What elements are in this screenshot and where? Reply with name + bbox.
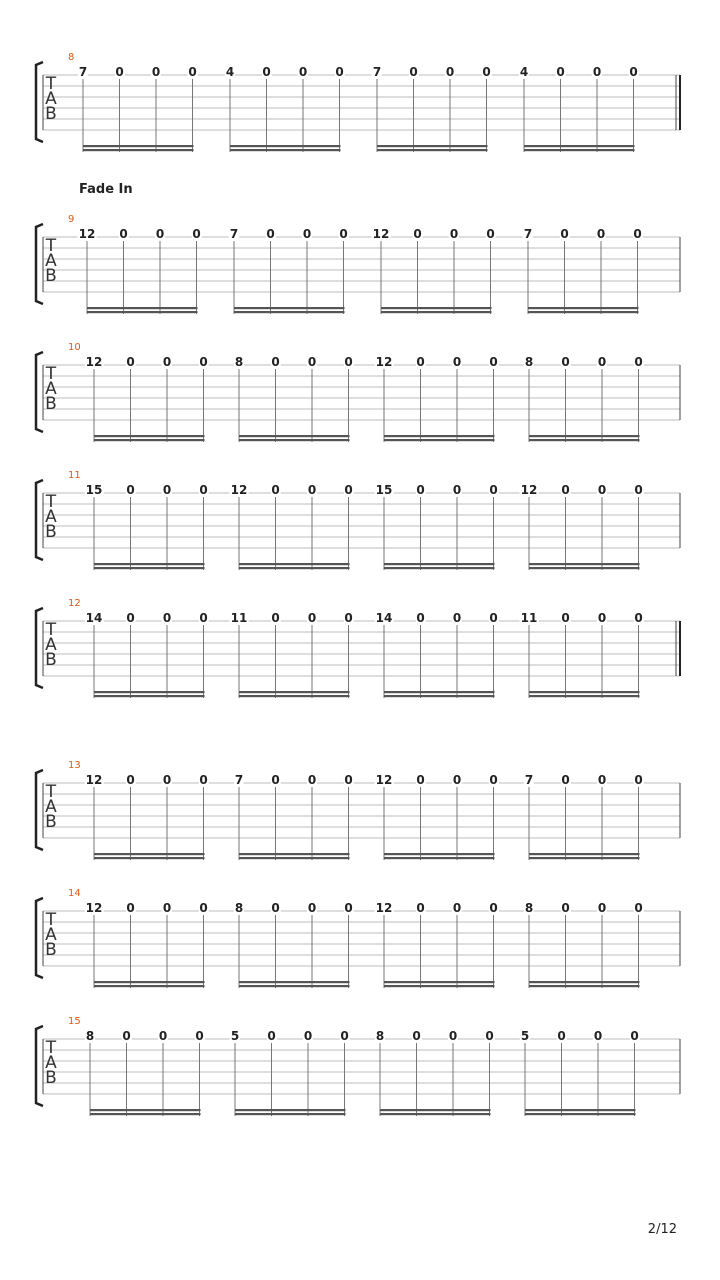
fret-number: 0 bbox=[119, 227, 128, 241]
fret-number: 0 bbox=[634, 483, 643, 497]
beam bbox=[381, 307, 492, 309]
fret-number: 12 bbox=[375, 355, 393, 369]
fret-number: 0 bbox=[307, 611, 317, 625]
fret-number: 0 bbox=[561, 773, 570, 787]
fret-number: 0 bbox=[344, 483, 353, 497]
beam bbox=[529, 695, 640, 697]
fret-number: 0 bbox=[416, 355, 425, 369]
beam bbox=[380, 1109, 491, 1111]
tab-clef-letter: T bbox=[45, 1038, 57, 1058]
tab-clef-letter: T bbox=[45, 492, 57, 512]
fret-number: 0 bbox=[597, 611, 607, 625]
fret-number: 0 bbox=[115, 65, 124, 79]
beam bbox=[94, 691, 205, 693]
fret-number: 7 bbox=[372, 65, 382, 79]
staff-bracket bbox=[36, 608, 43, 688]
beam bbox=[380, 1113, 491, 1115]
beam bbox=[230, 145, 341, 147]
fret-number: 0 bbox=[271, 611, 280, 625]
beam bbox=[239, 563, 350, 565]
fret-number: 0 bbox=[162, 611, 172, 625]
tab-clef-letter: B bbox=[45, 650, 57, 670]
beam bbox=[239, 435, 350, 437]
fret-number: 0 bbox=[344, 901, 353, 915]
beam bbox=[239, 981, 350, 983]
fret-number: 0 bbox=[489, 483, 498, 497]
measure-number: 10 bbox=[68, 342, 81, 353]
fret-number: 0 bbox=[489, 355, 498, 369]
measure-number: 15 bbox=[68, 1016, 81, 1027]
fret-number: 0 bbox=[162, 355, 172, 369]
tab-clef-letter: A bbox=[45, 1053, 57, 1073]
beam bbox=[94, 563, 205, 565]
fret-number: 0 bbox=[596, 227, 606, 241]
beam bbox=[239, 985, 350, 987]
beam bbox=[529, 439, 640, 441]
fret-number: 0 bbox=[340, 1029, 349, 1043]
fret-number: 0 bbox=[416, 901, 425, 915]
fret-number: 0 bbox=[339, 227, 348, 241]
fret-number: 0 bbox=[344, 773, 353, 787]
fret-number: 0 bbox=[482, 65, 491, 79]
fret-number: 0 bbox=[126, 611, 135, 625]
beam bbox=[239, 691, 350, 693]
fret-number: 0 bbox=[302, 227, 312, 241]
staff-bracket bbox=[36, 770, 43, 850]
beam bbox=[529, 985, 640, 987]
tab-clef-letter: B bbox=[45, 266, 57, 286]
fret-number: 0 bbox=[271, 773, 280, 787]
beam bbox=[529, 435, 640, 437]
fret-number: 7 bbox=[524, 773, 534, 787]
beam bbox=[90, 1109, 201, 1111]
fret-number: 0 bbox=[489, 901, 498, 915]
tab-clef-letter: B bbox=[45, 812, 57, 832]
fret-number: 0 bbox=[633, 227, 642, 241]
fret-number: 0 bbox=[412, 1029, 421, 1043]
fret-number: 0 bbox=[162, 773, 172, 787]
fret-number: 8 bbox=[234, 355, 244, 369]
fret-number: 0 bbox=[489, 611, 498, 625]
beam bbox=[83, 149, 194, 151]
tab-clef-letter: B bbox=[45, 1068, 57, 1088]
fret-number: 0 bbox=[448, 1029, 458, 1043]
beam bbox=[239, 853, 350, 855]
beam bbox=[234, 311, 345, 313]
staff-bracket bbox=[36, 480, 43, 560]
beam bbox=[239, 567, 350, 569]
fret-number: 0 bbox=[597, 773, 607, 787]
tab-staff bbox=[0, 222, 720, 332]
fret-number: 0 bbox=[188, 65, 197, 79]
beam bbox=[90, 1113, 201, 1115]
beam bbox=[94, 985, 205, 987]
fret-number: 0 bbox=[597, 483, 607, 497]
fret-number: 5 bbox=[230, 1029, 240, 1043]
beam bbox=[87, 311, 198, 313]
page-number: 2/12 bbox=[647, 1222, 677, 1237]
tab-clef-letter: B bbox=[45, 394, 57, 414]
fret-number: 0 bbox=[634, 611, 643, 625]
tab-staff bbox=[0, 478, 720, 588]
beam bbox=[524, 145, 635, 147]
fret-number: 12 bbox=[372, 227, 390, 241]
fret-number: 11 bbox=[230, 611, 248, 625]
staff-bracket bbox=[36, 62, 43, 142]
fret-number: 12 bbox=[375, 901, 393, 915]
beam bbox=[529, 567, 640, 569]
beam bbox=[529, 857, 640, 859]
fret-number: 0 bbox=[452, 611, 462, 625]
fret-number: 7 bbox=[78, 65, 88, 79]
staff-bracket bbox=[36, 224, 43, 304]
beam bbox=[529, 563, 640, 565]
fret-number: 0 bbox=[271, 355, 280, 369]
fret-number: 0 bbox=[416, 483, 425, 497]
fret-number: 0 bbox=[560, 227, 569, 241]
fret-number: 0 bbox=[597, 355, 607, 369]
tab-clef-letter: B bbox=[45, 940, 57, 960]
fret-number: 0 bbox=[561, 611, 570, 625]
beam bbox=[235, 1109, 346, 1111]
fret-number: 0 bbox=[452, 483, 462, 497]
tab-system bbox=[0, 342, 720, 460]
beam bbox=[94, 981, 205, 983]
tab-clef-letter: A bbox=[45, 797, 57, 817]
tab-system bbox=[0, 214, 720, 332]
tab-clef-letter: A bbox=[45, 251, 57, 271]
beam bbox=[384, 853, 495, 855]
fret-number: 0 bbox=[416, 773, 425, 787]
measure-number: 9 bbox=[68, 214, 75, 225]
beam bbox=[384, 435, 495, 437]
tab-clef-letter: T bbox=[45, 236, 57, 256]
fret-number: 0 bbox=[199, 611, 208, 625]
fret-number: 0 bbox=[630, 1029, 639, 1043]
beam bbox=[529, 691, 640, 693]
fret-number: 0 bbox=[271, 483, 280, 497]
fret-number: 0 bbox=[561, 901, 570, 915]
beam bbox=[234, 307, 345, 309]
fret-number: 0 bbox=[158, 1029, 168, 1043]
fret-number: 0 bbox=[298, 65, 308, 79]
fret-number: 0 bbox=[155, 227, 165, 241]
tab-staff bbox=[0, 1024, 720, 1134]
fret-number: 0 bbox=[151, 65, 161, 79]
measure-number: 11 bbox=[68, 470, 81, 481]
fret-number: 0 bbox=[192, 227, 201, 241]
fret-number: 0 bbox=[262, 65, 271, 79]
fret-number: 12 bbox=[375, 773, 393, 787]
fret-number: 7 bbox=[229, 227, 239, 241]
tab-system bbox=[0, 598, 720, 716]
tab-clef-letter: T bbox=[45, 364, 57, 384]
beam bbox=[384, 567, 495, 569]
tab-clef-letter: B bbox=[45, 104, 57, 124]
fade-in-annotation: Fade In bbox=[79, 182, 133, 197]
fret-number: 0 bbox=[199, 901, 208, 915]
fret-number: 0 bbox=[485, 1029, 494, 1043]
beam bbox=[384, 691, 495, 693]
beam bbox=[94, 853, 205, 855]
staff-bracket bbox=[36, 898, 43, 978]
fret-number: 0 bbox=[199, 483, 208, 497]
beam bbox=[230, 149, 341, 151]
fret-number: 0 bbox=[452, 773, 462, 787]
fret-number: 12 bbox=[85, 901, 103, 915]
tab-system bbox=[0, 1016, 720, 1134]
tab-clef-letter: T bbox=[45, 74, 57, 94]
fret-number: 0 bbox=[413, 227, 422, 241]
tab-clef-letter: A bbox=[45, 507, 57, 527]
beam bbox=[377, 145, 488, 147]
staff-bracket bbox=[36, 1026, 43, 1106]
tab-system bbox=[0, 760, 720, 878]
fret-number: 0 bbox=[126, 355, 135, 369]
beam bbox=[94, 435, 205, 437]
beam bbox=[384, 981, 495, 983]
fret-number: 0 bbox=[634, 355, 643, 369]
fret-number: 0 bbox=[593, 1029, 603, 1043]
fret-number: 8 bbox=[234, 901, 244, 915]
beam bbox=[377, 149, 488, 151]
tab-clef-letter: A bbox=[45, 925, 57, 945]
fret-number: 8 bbox=[85, 1029, 95, 1043]
fret-number: 14 bbox=[375, 611, 393, 625]
fret-number: 0 bbox=[271, 901, 280, 915]
fret-number: 0 bbox=[307, 355, 317, 369]
fret-number: 0 bbox=[162, 483, 172, 497]
fret-number: 8 bbox=[524, 355, 534, 369]
beam bbox=[94, 567, 205, 569]
beam bbox=[235, 1113, 346, 1115]
fret-number: 11 bbox=[520, 611, 538, 625]
measure-number: 13 bbox=[68, 760, 81, 771]
fret-number: 0 bbox=[126, 483, 135, 497]
fret-number: 0 bbox=[489, 773, 498, 787]
fret-number: 5 bbox=[520, 1029, 530, 1043]
staff-bracket bbox=[36, 352, 43, 432]
fret-number: 0 bbox=[561, 483, 570, 497]
fret-number: 0 bbox=[335, 65, 344, 79]
beam bbox=[239, 695, 350, 697]
measure-number: 8 bbox=[68, 52, 75, 63]
tab-clef-letter: T bbox=[45, 910, 57, 930]
fret-number: 0 bbox=[199, 773, 208, 787]
fret-number: 8 bbox=[524, 901, 534, 915]
beam bbox=[528, 307, 639, 309]
fret-number: 0 bbox=[307, 483, 317, 497]
beam bbox=[384, 439, 495, 441]
fret-number: 0 bbox=[267, 1029, 276, 1043]
beam bbox=[94, 695, 205, 697]
tab-clef-letter: A bbox=[45, 635, 57, 655]
tab-staff bbox=[0, 60, 720, 170]
fret-number: 12 bbox=[520, 483, 538, 497]
beam bbox=[384, 563, 495, 565]
fret-number: 12 bbox=[78, 227, 96, 241]
tab-staff bbox=[0, 768, 720, 878]
tab-clef-letter: T bbox=[45, 782, 57, 802]
fret-number: 0 bbox=[307, 773, 317, 787]
beam bbox=[94, 857, 205, 859]
fret-number: 7 bbox=[523, 227, 533, 241]
fret-number: 0 bbox=[162, 901, 172, 915]
fret-number: 0 bbox=[449, 227, 459, 241]
tab-staff bbox=[0, 350, 720, 460]
fret-number: 0 bbox=[126, 773, 135, 787]
fret-number: 4 bbox=[519, 65, 529, 79]
fret-number: 0 bbox=[195, 1029, 204, 1043]
fret-number: 0 bbox=[597, 901, 607, 915]
fret-number: 0 bbox=[416, 611, 425, 625]
beam bbox=[94, 439, 205, 441]
fret-number: 0 bbox=[561, 355, 570, 369]
fret-number: 0 bbox=[344, 355, 353, 369]
tab-staff bbox=[0, 896, 720, 1006]
beam bbox=[529, 853, 640, 855]
measure-number: 14 bbox=[68, 888, 81, 899]
tab-clef-letter: A bbox=[45, 89, 57, 109]
fret-number: 0 bbox=[307, 901, 317, 915]
tab-clef-letter: T bbox=[45, 620, 57, 640]
fret-number: 4 bbox=[225, 65, 235, 79]
fret-number: 0 bbox=[126, 901, 135, 915]
beam bbox=[525, 1113, 636, 1115]
beam bbox=[239, 439, 350, 441]
beam bbox=[381, 311, 492, 313]
beam bbox=[239, 857, 350, 859]
fret-number: 0 bbox=[592, 65, 602, 79]
beam bbox=[528, 311, 639, 313]
fret-number: 0 bbox=[634, 773, 643, 787]
beam bbox=[83, 145, 194, 147]
tab-staff bbox=[0, 606, 720, 716]
fret-number: 7 bbox=[234, 773, 244, 787]
tab-clef-letter: B bbox=[45, 522, 57, 542]
tab-clef-letter: A bbox=[45, 379, 57, 399]
fret-number: 0 bbox=[486, 227, 495, 241]
fret-number: 0 bbox=[634, 901, 643, 915]
fret-number: 0 bbox=[557, 1029, 566, 1043]
fret-number: 0 bbox=[629, 65, 638, 79]
fret-number: 0 bbox=[409, 65, 418, 79]
beam bbox=[384, 857, 495, 859]
fret-number: 0 bbox=[344, 611, 353, 625]
beam bbox=[87, 307, 198, 309]
fret-number: 0 bbox=[452, 901, 462, 915]
fret-number: 0 bbox=[452, 355, 462, 369]
beam bbox=[529, 981, 640, 983]
fret-number: 12 bbox=[85, 773, 103, 787]
beam bbox=[525, 1109, 636, 1111]
fret-number: 0 bbox=[303, 1029, 313, 1043]
fret-number: 0 bbox=[445, 65, 455, 79]
beam bbox=[524, 149, 635, 151]
fret-number: 0 bbox=[122, 1029, 131, 1043]
fret-number: 12 bbox=[85, 355, 103, 369]
fret-number: 0 bbox=[199, 355, 208, 369]
fret-number: 8 bbox=[375, 1029, 385, 1043]
tab-system bbox=[0, 52, 720, 170]
beam bbox=[384, 985, 495, 987]
fret-number: 0 bbox=[266, 227, 275, 241]
beam bbox=[384, 695, 495, 697]
fret-number: 12 bbox=[230, 483, 248, 497]
fret-number: 15 bbox=[85, 483, 103, 497]
fret-number: 15 bbox=[375, 483, 393, 497]
fret-number: 0 bbox=[556, 65, 565, 79]
fret-number: 14 bbox=[85, 611, 103, 625]
measure-number: 12 bbox=[68, 598, 81, 609]
tab-system bbox=[0, 470, 720, 588]
tab-system bbox=[0, 888, 720, 1006]
